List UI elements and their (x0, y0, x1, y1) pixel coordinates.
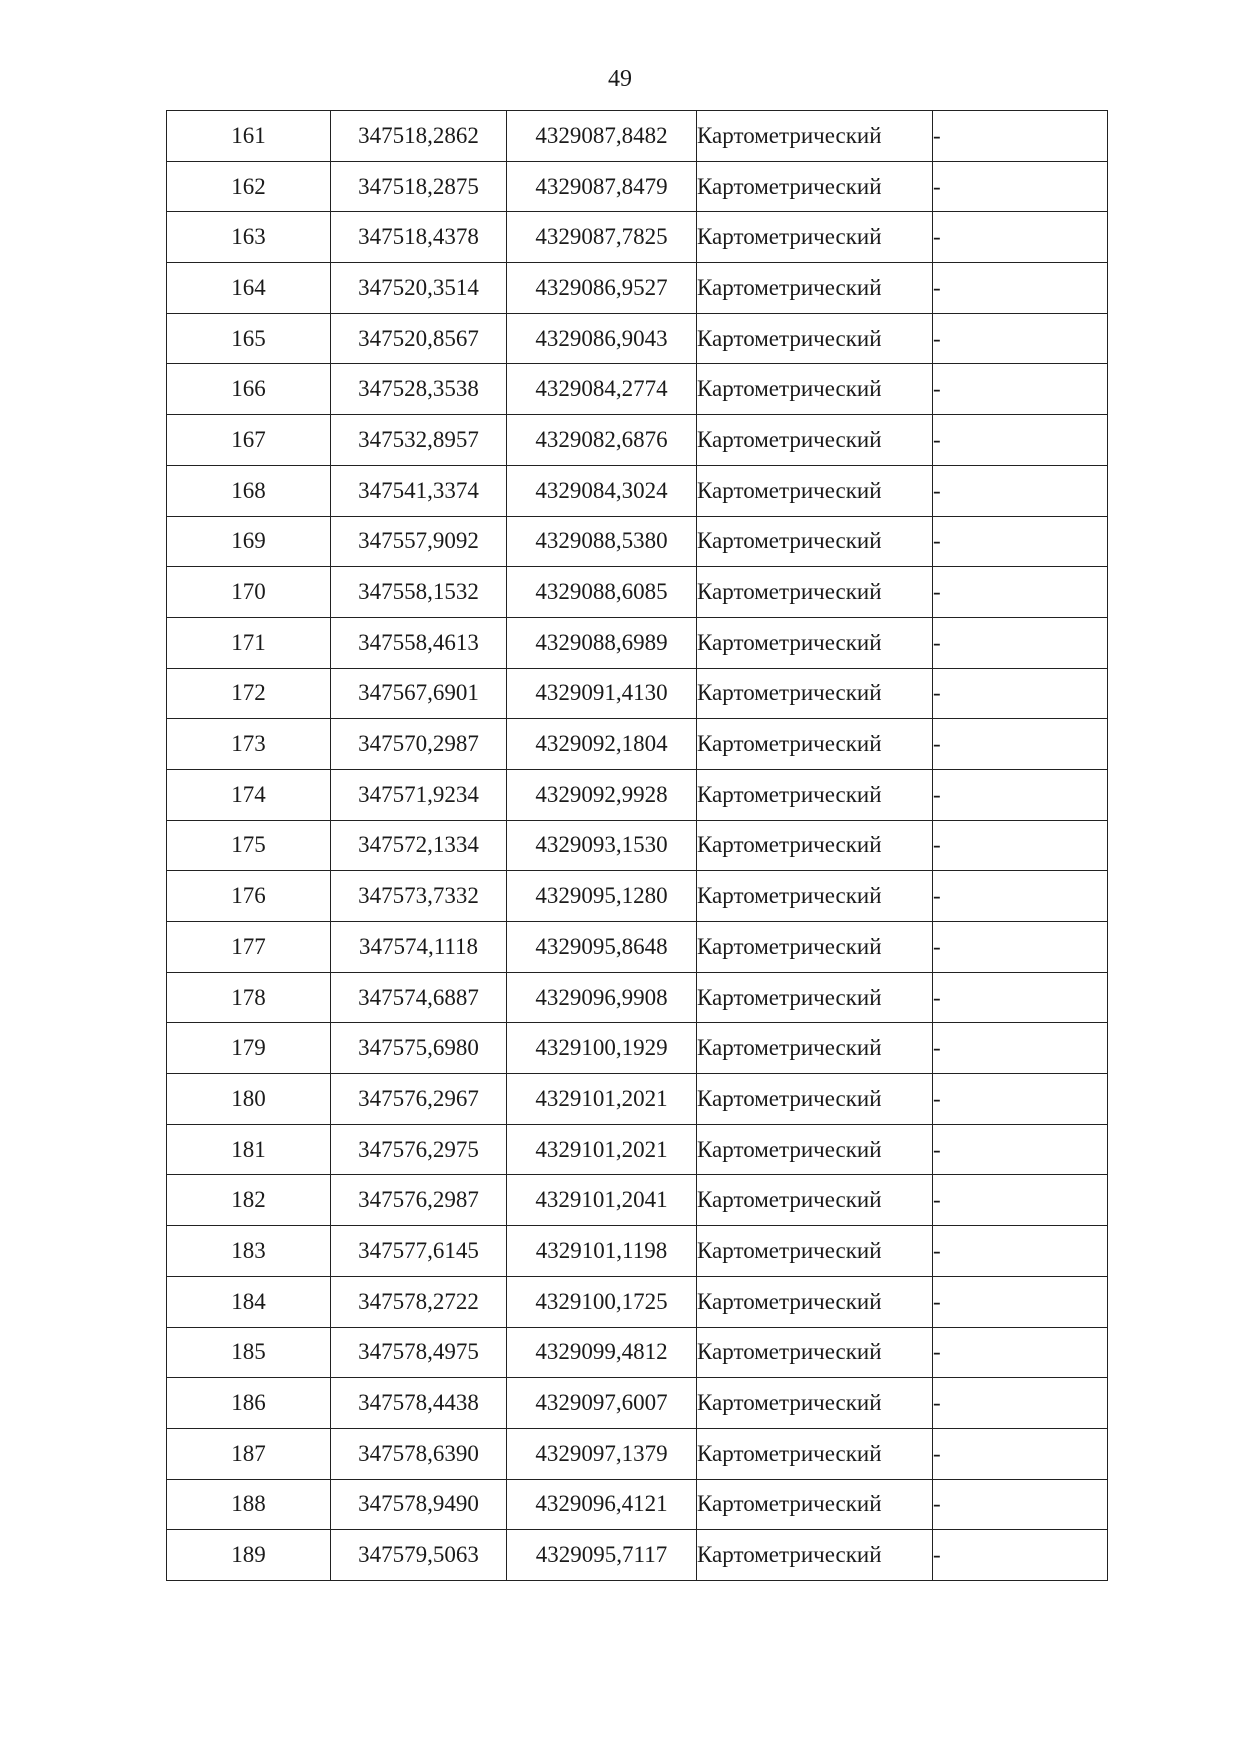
point-number-cell: 187 (167, 1428, 331, 1479)
point-number-cell: 176 (167, 871, 331, 922)
method-cell: Картометрический (697, 972, 933, 1023)
y-coordinate-cell: 4329097,6007 (507, 1378, 697, 1429)
y-coordinate-cell: 4329099,4812 (507, 1327, 697, 1378)
method-cell: Картометрический (697, 364, 933, 415)
method-cell: Картометрический (697, 161, 933, 212)
table-row (167, 1023, 1108, 1074)
point-number-cell: 168 (167, 465, 331, 516)
y-coordinate-cell: 4329084,2774 (507, 364, 697, 415)
y-coordinate-cell: 4329087,8479 (507, 161, 697, 212)
method-cell: Картометрический (697, 1124, 933, 1175)
y-coordinate-cell: 4329095,7117 (507, 1530, 697, 1581)
method-cell: Картометрический (697, 1074, 933, 1125)
y-coordinate-cell: 4329096,9908 (507, 972, 697, 1023)
note-cell: - (933, 922, 1108, 973)
method-cell: Картометрический (697, 1023, 933, 1074)
note-cell: - (933, 1175, 1108, 1226)
table-row (167, 1074, 1108, 1125)
x-coordinate-cell: 347572,1334 (331, 820, 507, 871)
point-number-cell: 189 (167, 1530, 331, 1581)
method-cell: Картометрический (697, 769, 933, 820)
table-row (167, 263, 1108, 314)
method-cell: Картометрический (697, 313, 933, 364)
note-cell: - (933, 1378, 1108, 1429)
note-cell: - (933, 111, 1108, 162)
note-cell: - (933, 567, 1108, 618)
x-coordinate-cell: 347518,2862 (331, 111, 507, 162)
note-cell: - (933, 415, 1108, 466)
note-cell: - (933, 1327, 1108, 1378)
y-coordinate-cell: 4329093,1530 (507, 820, 697, 871)
y-coordinate-cell: 4329097,1379 (507, 1428, 697, 1479)
y-coordinate-cell: 4329095,1280 (507, 871, 697, 922)
point-number-cell: 165 (167, 313, 331, 364)
note-cell: - (933, 668, 1108, 719)
note-cell: - (933, 820, 1108, 871)
note-cell: - (933, 972, 1108, 1023)
point-number-cell: 185 (167, 1327, 331, 1378)
point-number-cell: 177 (167, 922, 331, 973)
point-number-cell: 183 (167, 1226, 331, 1277)
point-number-cell: 180 (167, 1074, 331, 1125)
y-coordinate-cell: 4329092,9928 (507, 769, 697, 820)
x-coordinate-cell: 347541,3374 (331, 465, 507, 516)
y-coordinate-cell: 4329087,8482 (507, 111, 697, 162)
point-number-cell: 169 (167, 516, 331, 567)
point-number-cell: 174 (167, 769, 331, 820)
method-cell: Картометрический (697, 1530, 933, 1581)
table-row (167, 111, 1108, 162)
method-cell: Картометрический (697, 871, 933, 922)
y-coordinate-cell: 4329088,6085 (507, 567, 697, 618)
y-coordinate-cell: 4329082,6876 (507, 415, 697, 466)
method-cell: Картометрический (697, 567, 933, 618)
point-number-cell: 188 (167, 1479, 331, 1530)
note-cell: - (933, 1124, 1108, 1175)
x-coordinate-cell: 347578,6390 (331, 1428, 507, 1479)
x-coordinate-cell: 347575,6980 (331, 1023, 507, 1074)
x-coordinate-cell: 347578,4975 (331, 1327, 507, 1378)
y-coordinate-cell: 4329086,9043 (507, 313, 697, 364)
method-cell: Картометрический (697, 617, 933, 668)
table-row (167, 415, 1108, 466)
note-cell: - (933, 516, 1108, 567)
note-cell: - (933, 1530, 1108, 1581)
method-cell: Картометрический (697, 668, 933, 719)
method-cell: Картометрический (697, 1276, 933, 1327)
x-coordinate-cell: 347520,8567 (331, 313, 507, 364)
point-number-cell: 175 (167, 820, 331, 871)
y-coordinate-cell: 4329101,1198 (507, 1226, 697, 1277)
method-cell: Картометрический (697, 1479, 933, 1530)
x-coordinate-cell: 347571,9234 (331, 769, 507, 820)
y-coordinate-cell: 4329100,1929 (507, 1023, 697, 1074)
table-row (167, 212, 1108, 263)
y-coordinate-cell: 4329088,6989 (507, 617, 697, 668)
table-row (167, 1226, 1108, 1277)
point-number-cell: 179 (167, 1023, 331, 1074)
x-coordinate-cell: 347570,2987 (331, 719, 507, 770)
y-coordinate-cell: 4329086,9527 (507, 263, 697, 314)
point-number-cell: 172 (167, 668, 331, 719)
y-coordinate-cell: 4329096,4121 (507, 1479, 697, 1530)
x-coordinate-cell: 347573,7332 (331, 871, 507, 922)
note-cell: - (933, 161, 1108, 212)
x-coordinate-cell: 347567,6901 (331, 668, 507, 719)
table-row (167, 567, 1108, 618)
note-cell: - (933, 1276, 1108, 1327)
x-coordinate-cell: 347518,4378 (331, 212, 507, 263)
table-row (167, 313, 1108, 364)
x-coordinate-cell: 347578,2722 (331, 1276, 507, 1327)
method-cell: Картометрический (697, 820, 933, 871)
x-coordinate-cell: 347528,3538 (331, 364, 507, 415)
x-coordinate-cell: 347518,2875 (331, 161, 507, 212)
x-coordinate-cell: 347576,2987 (331, 1175, 507, 1226)
table-row (167, 871, 1108, 922)
point-number-cell: 186 (167, 1378, 331, 1429)
x-coordinate-cell: 347557,9092 (331, 516, 507, 567)
point-number-cell: 162 (167, 161, 331, 212)
note-cell: - (933, 212, 1108, 263)
table-row (167, 516, 1108, 567)
method-cell: Картометрический (697, 1327, 933, 1378)
x-coordinate-cell: 347577,6145 (331, 1226, 507, 1277)
method-cell: Картометрический (697, 111, 933, 162)
note-cell: - (933, 1479, 1108, 1530)
method-cell: Картометрический (697, 212, 933, 263)
table-row (167, 922, 1108, 973)
table-row (167, 617, 1108, 668)
x-coordinate-cell: 347578,4438 (331, 1378, 507, 1429)
table-row (167, 1378, 1108, 1429)
coordinates-table-body (167, 111, 1108, 1581)
method-cell: Картометрический (697, 1428, 933, 1479)
point-number-cell: 166 (167, 364, 331, 415)
note-cell: - (933, 465, 1108, 516)
x-coordinate-cell: 347578,9490 (331, 1479, 507, 1530)
table-row (167, 769, 1108, 820)
method-cell: Картометрический (697, 465, 933, 516)
x-coordinate-cell: 347576,2975 (331, 1124, 507, 1175)
point-number-cell: 170 (167, 567, 331, 618)
table-row (167, 972, 1108, 1023)
method-cell: Картометрический (697, 516, 933, 567)
y-coordinate-cell: 4329092,1804 (507, 719, 697, 770)
table-row (167, 465, 1108, 516)
note-cell: - (933, 313, 1108, 364)
table-row (167, 719, 1108, 770)
y-coordinate-cell: 4329101,2041 (507, 1175, 697, 1226)
point-number-cell: 178 (167, 972, 331, 1023)
point-number-cell: 182 (167, 1175, 331, 1226)
note-cell: - (933, 617, 1108, 668)
point-number-cell: 161 (167, 111, 331, 162)
point-number-cell: 171 (167, 617, 331, 668)
table-row (167, 1530, 1108, 1581)
point-number-cell: 184 (167, 1276, 331, 1327)
method-cell: Картометрический (697, 719, 933, 770)
y-coordinate-cell: 4329095,8648 (507, 922, 697, 973)
method-cell: Картометрический (697, 922, 933, 973)
note-cell: - (933, 1428, 1108, 1479)
note-cell: - (933, 364, 1108, 415)
note-cell: - (933, 1074, 1108, 1125)
note-cell: - (933, 1226, 1108, 1277)
x-coordinate-cell: 347520,3514 (331, 263, 507, 314)
table-row (167, 364, 1108, 415)
table-row (167, 1276, 1108, 1327)
method-cell: Картометрический (697, 1378, 933, 1429)
coordinates-table (166, 110, 1108, 1581)
note-cell: - (933, 719, 1108, 770)
y-coordinate-cell: 4329091,4130 (507, 668, 697, 719)
y-coordinate-cell: 4329084,3024 (507, 465, 697, 516)
table-row (167, 1327, 1108, 1378)
table-row (167, 1175, 1108, 1226)
method-cell: Картометрический (697, 1175, 933, 1226)
note-cell: - (933, 871, 1108, 922)
point-number-cell: 173 (167, 719, 331, 770)
table-row (167, 1428, 1108, 1479)
y-coordinate-cell: 4329087,7825 (507, 212, 697, 263)
method-cell: Картометрический (697, 415, 933, 466)
point-number-cell: 163 (167, 212, 331, 263)
y-coordinate-cell: 4329100,1725 (507, 1276, 697, 1327)
x-coordinate-cell: 347558,4613 (331, 617, 507, 668)
x-coordinate-cell: 347558,1532 (331, 567, 507, 618)
table-row (167, 1124, 1108, 1175)
table-row (167, 820, 1108, 871)
x-coordinate-cell: 347579,5063 (331, 1530, 507, 1581)
note-cell: - (933, 263, 1108, 314)
method-cell: Картометрический (697, 263, 933, 314)
y-coordinate-cell: 4329101,2021 (507, 1074, 697, 1125)
page-number: 49 (608, 66, 632, 92)
y-coordinate-cell: 4329088,5380 (507, 516, 697, 567)
note-cell: - (933, 769, 1108, 820)
method-cell: Картометрический (697, 1226, 933, 1277)
y-coordinate-cell: 4329101,2021 (507, 1124, 697, 1175)
table-row (167, 1479, 1108, 1530)
x-coordinate-cell: 347574,6887 (331, 972, 507, 1023)
table-row (167, 161, 1108, 212)
point-number-cell: 167 (167, 415, 331, 466)
point-number-cell: 164 (167, 263, 331, 314)
note-cell: - (933, 1023, 1108, 1074)
table-row (167, 668, 1108, 719)
point-number-cell: 181 (167, 1124, 331, 1175)
x-coordinate-cell: 347532,8957 (331, 415, 507, 466)
x-coordinate-cell: 347574,1118 (331, 922, 507, 973)
x-coordinate-cell: 347576,2967 (331, 1074, 507, 1125)
